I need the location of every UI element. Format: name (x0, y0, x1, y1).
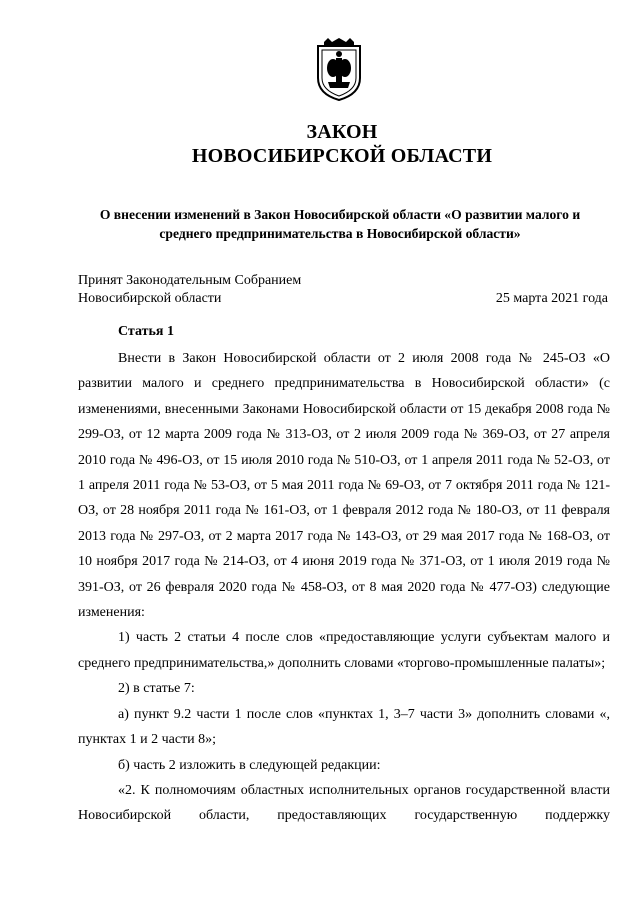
article-paragraph: 2) в статье 7: (118, 681, 195, 697)
adoption-line: Новосибирской области (78, 291, 222, 306)
article-paragraph: б) часть 2 изложить в следующей редакции: (118, 757, 381, 773)
article-paragraph: Внести в Закон Новосибирской области от 2 июля 2008 года № 245-ОЗ «О развитии малого и среднего предпринимательства в Новосибирской области» (с изменениями, внесенными Законами Новосибирской области от 15 декабря 2008 года № 299-ОЗ, от 12 марта 2009 года № 313-ОЗ, от 2 июля 2009 года № 369-ОЗ, от 27 апреля 2010 года № 496-ОЗ, от 15 июля 2010 года № 510-ОЗ, от 1 апреля 2011 года № 52-ОЗ, от 1 апреля 2011 года № 53-ОЗ, от 5 мая 2011 года № 69-ОЗ, от 7 октября 2011 года № 121-ОЗ, от 28 ноября 2011 года № 161-ОЗ, от 1 февраля 2012 года № 180-ОЗ, от 11 февраля 2013 года № 297-ОЗ, от 2 марта 2017 года № 143-ОЗ, от 29 мая 2017 года № 168-ОЗ, от 10 ноября 2017 года № 214-ОЗ, от 4 июня 2019 года № 371-ОЗ, от 1 июля 2019 года № 391-ОЗ, от 26 февраля 2020 года № 458-ОЗ, от 8 мая 2020 года № 477-ОЗ) следующие изменения: (78, 351, 610, 621)
document-title: ЗАКОН (306, 121, 378, 143)
adoption-line: Принят Законодательным Собранием (78, 273, 302, 288)
article-heading: Статья 1 (118, 324, 174, 339)
article-paragraph: а) пункт 9.2 части 1 после слов «пунктах 1, 3–7 части 3» дополнить словами «, пунктах 1 и 2 части 8»; (78, 706, 610, 748)
article-paragraph: «2. К полномочиям областных исполнительных органов государственной власти Новосибирской области, предоставляющих государственную поддержку (78, 782, 610, 824)
coat-of-arms-icon (314, 38, 364, 102)
subject-line: О внесении изменений в Закон Новосибирской области «О развитии малого и (99, 207, 581, 222)
adoption-date: 25 марта 2021 года (495, 291, 608, 306)
adoption-info (78, 272, 301, 308)
article-body (78, 346, 610, 829)
document-title-region: НОВОСИБИРСКОЙ ОБЛАСТИ (191, 145, 493, 167)
subject-line: среднего предпринимательства в Новосибирской области» (159, 226, 521, 241)
article-paragraph: 1) часть 2 статьи 4 после слов «предоставляющие услуги субъектам малого и среднего предпринимательства,» дополнить словами «торгово-промышленные палаты»; (78, 630, 610, 671)
law-subject (70, 205, 610, 243)
